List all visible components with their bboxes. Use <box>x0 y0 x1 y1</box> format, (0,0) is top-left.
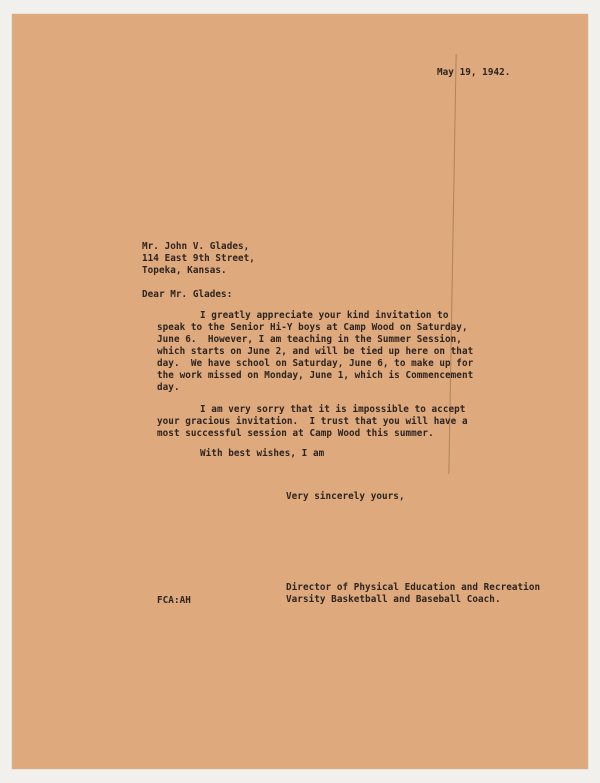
title-line: Director of Physical Education and Recreation <box>286 582 541 593</box>
typist-initials: FCA:AH <box>157 595 191 606</box>
paragraph-line: I am very sorry that it is impossible to accept <box>200 404 466 415</box>
sign-off: Very sincerely yours, <box>286 491 405 502</box>
paragraph-line: day. We have school on Saturday, June 6, to make up for <box>157 358 474 369</box>
closing-line: With best wishes, I am <box>200 448 325 459</box>
paragraph-line: I greatly appreciate your kind invitation to <box>200 310 449 321</box>
address-line: 114 East 9th Street, <box>142 253 255 264</box>
title-line: Varsity Basketball and Baseball Coach. <box>286 594 501 605</box>
paragraph-line: the work missed on Monday, June 1, which is Commencement <box>157 370 474 381</box>
paragraph-line: June 6. However, I am teaching in the Summer Session, <box>157 334 462 345</box>
paragraph-line: your gracious invitation. I trust that you will have a <box>157 416 468 427</box>
letter-page <box>12 14 588 769</box>
letter-date: May 19, 1942. <box>437 67 511 78</box>
salutation: Dear Mr. Glades: <box>142 289 233 300</box>
address-line: Topeka, Kansas. <box>142 265 227 276</box>
paragraph-line: which starts on June 2, and will be tied up here on that <box>157 346 474 357</box>
address-line: Mr. John V. Glades, <box>142 241 250 252</box>
paragraph-line: speak to the Senior Hi-Y boys at Camp Wood on Saturday, <box>157 322 468 333</box>
paragraph-line: day. <box>157 382 180 393</box>
paragraph-line: most successful session at Camp Wood this summer. <box>157 428 434 439</box>
